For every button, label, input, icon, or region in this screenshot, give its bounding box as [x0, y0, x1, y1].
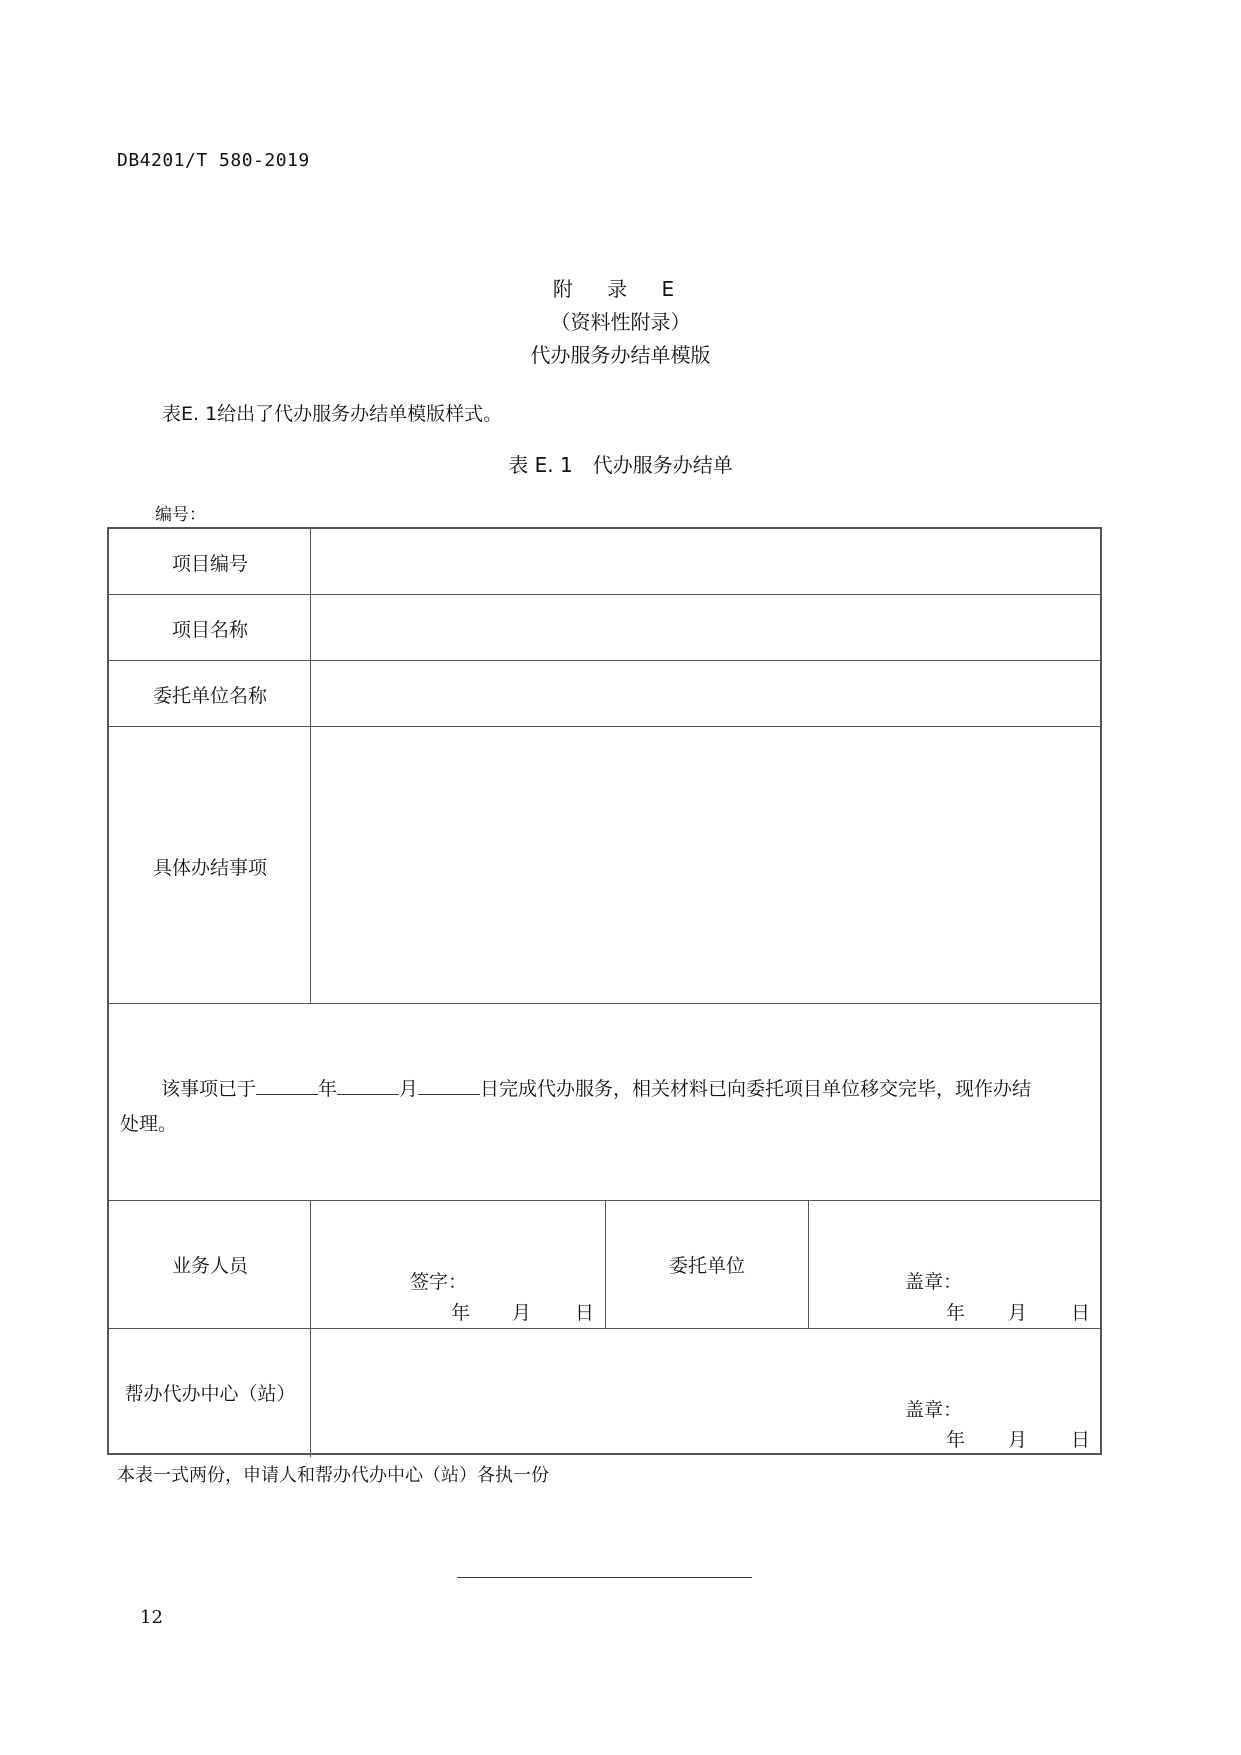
row-divider	[109, 660, 1100, 661]
client-date-year: 年	[946, 1302, 966, 1324]
service-center-label: 帮办代办中心（站）	[124, 1383, 296, 1405]
column-divider	[310, 1200, 311, 1457]
statement-year: 年	[318, 1078, 338, 1100]
document-code: DB4201/T 580-2019	[117, 150, 310, 171]
statement-rest: 日完成代办服务，相关材料已向委托项目单位移交完毕，现作办结	[480, 1078, 1032, 1100]
center-date-day: 日	[1071, 1429, 1091, 1451]
client-unit-label: 委托单位	[668, 1255, 745, 1277]
year-blank[interactable]	[256, 1076, 318, 1095]
center-date-year: 年	[946, 1429, 966, 1451]
center-date-month: 月	[1008, 1429, 1028, 1451]
staff-date-month: 月	[512, 1302, 532, 1324]
row-divider	[109, 1328, 1100, 1329]
table-footnote: 本表一式两份，申请人和帮办代办中心（站）各执一份	[117, 1465, 549, 1486]
client-date-month: 月	[1008, 1302, 1028, 1324]
serial-number-label: 编号：	[155, 505, 206, 525]
service-completion-form	[107, 527, 1102, 1455]
statement-month: 月	[399, 1078, 419, 1100]
staff-label: 业务人员	[171, 1255, 248, 1277]
completion-statement	[161, 1074, 1031, 1101]
client-name-label: 委托单位名称	[152, 685, 267, 707]
table-title: 表 E. 1 代办服务办结单	[508, 453, 733, 477]
center-seal-label: 盖章：	[905, 1399, 963, 1421]
statement-line2: 处理。	[120, 1113, 178, 1135]
page-number: 12	[140, 1607, 163, 1628]
appendix-type: （资料性附录）	[550, 310, 691, 334]
staff-date-day: 日	[575, 1302, 595, 1324]
column-divider	[310, 529, 311, 1003]
project-number-label: 项目编号	[171, 553, 248, 575]
intro-paragraph: 表E. 1给出了代办服务办结单模版样式。	[162, 403, 503, 425]
row-divider	[109, 1003, 1100, 1004]
client-seal-label: 盖章：	[905, 1271, 963, 1293]
signature-label: 签字：	[410, 1271, 468, 1293]
end-rule	[457, 1577, 752, 1578]
client-date-day: 日	[1071, 1302, 1091, 1324]
appendix-title: 代办服务办结单模版	[530, 343, 711, 367]
month-blank[interactable]	[337, 1076, 399, 1095]
appendix-label: 附 录 E	[552, 277, 689, 301]
row-divider	[109, 726, 1100, 727]
row-divider	[109, 594, 1100, 595]
project-name-label: 项目名称	[171, 619, 248, 641]
matters-label: 具体办结事项	[152, 857, 267, 879]
statement-prefix: 该事项已于	[161, 1078, 257, 1100]
column-divider	[808, 1200, 809, 1328]
staff-date-year: 年	[451, 1302, 471, 1324]
day-blank[interactable]	[418, 1076, 480, 1095]
